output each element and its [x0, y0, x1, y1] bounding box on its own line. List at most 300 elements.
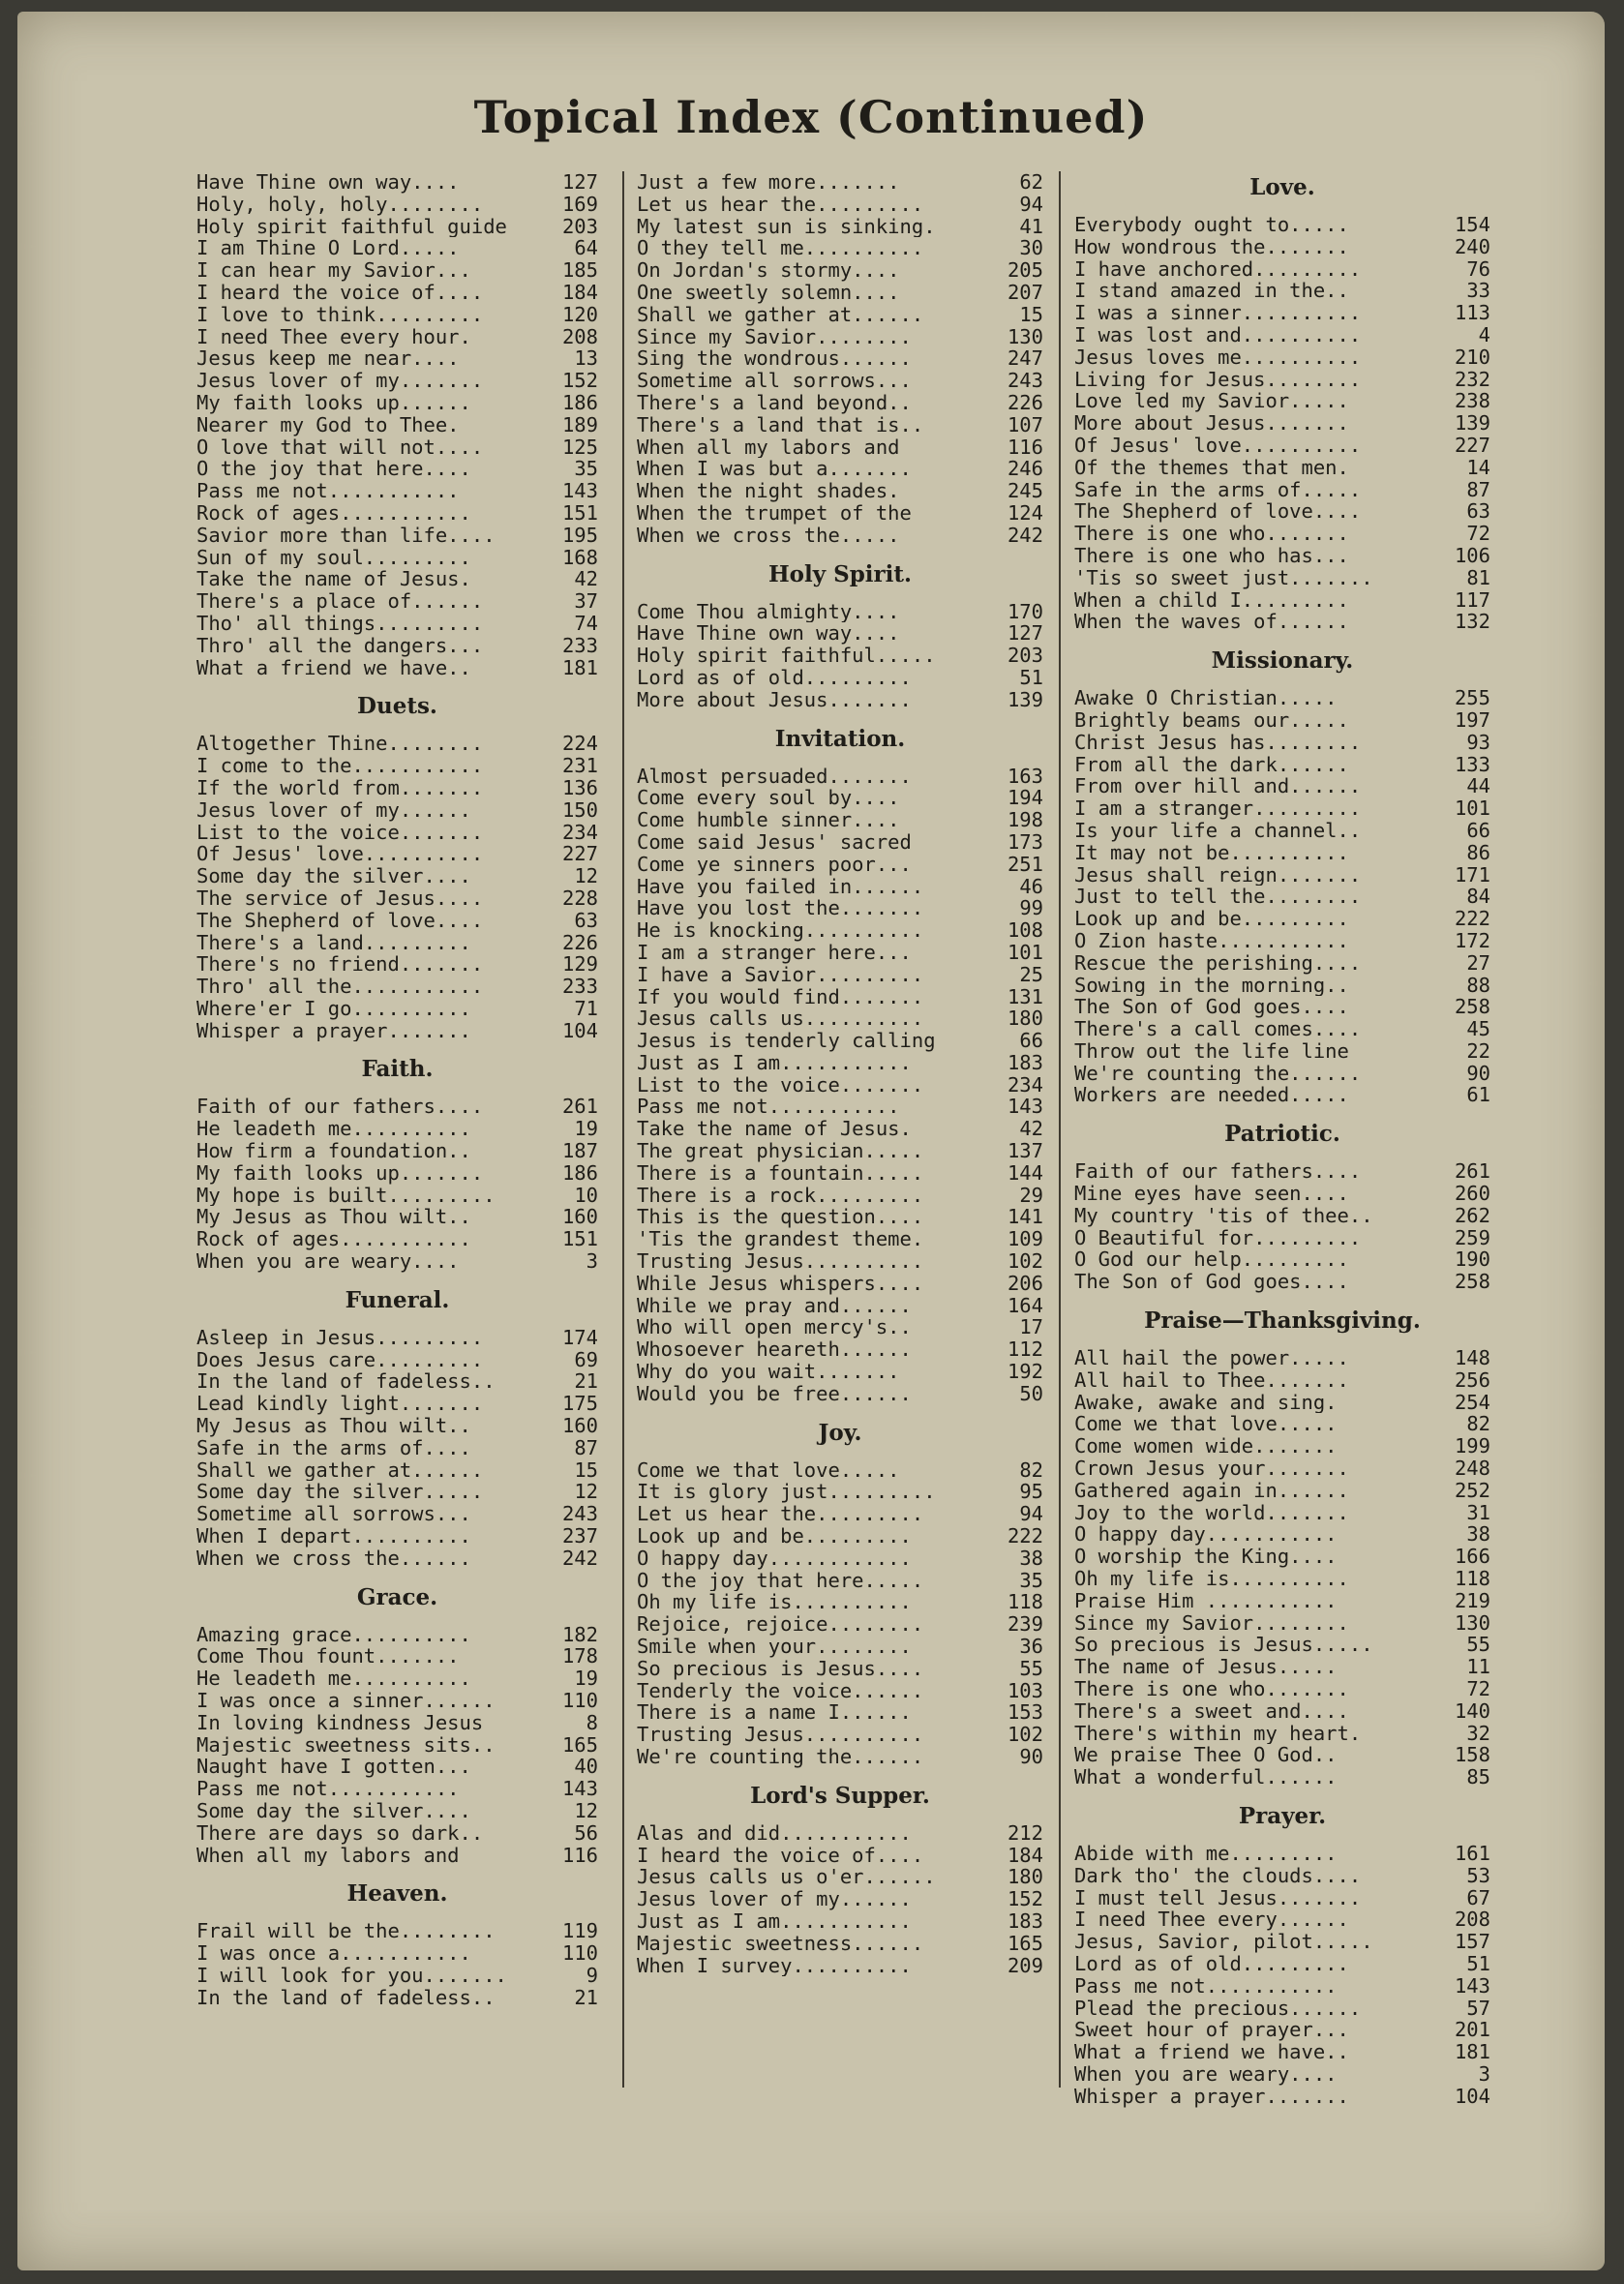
- hymn-number: 42: [574, 567, 598, 591]
- hymn-number: 101: [1454, 796, 1490, 821]
- index-entry: [637, 876, 1043, 898]
- section-heading: Joy.: [818, 1419, 862, 1446]
- hymn-number: 180: [1007, 1865, 1043, 1889]
- hymn-number: 169: [561, 192, 598, 216]
- hymn-number: 108: [1007, 918, 1043, 943]
- hymn-title: Let us hear the.........: [637, 1503, 924, 1526]
- hymn-title: When the waves of......: [1074, 611, 1349, 634]
- hymn-number: 66: [1466, 818, 1490, 842]
- hymn-title: Come women wide.......: [1074, 1435, 1338, 1458]
- hymn-number: 67: [1466, 1885, 1490, 1909]
- section-heading: Praise—Thanksgiving.: [1144, 1307, 1421, 1335]
- index-entry: [637, 414, 1043, 436]
- hymn-number: 102: [1007, 1249, 1043, 1274]
- index-entry: [1074, 1369, 1490, 1392]
- hymn-title: In the land of fadeless..: [196, 1986, 496, 2009]
- index-entry: [196, 1920, 598, 1942]
- index-entry: [637, 787, 1043, 809]
- index-entry: [196, 932, 598, 954]
- hymn-number: 27: [1466, 950, 1490, 975]
- hymn-title: Dark tho' the clouds....: [1074, 1864, 1362, 1887]
- hymn-number: 62: [1019, 170, 1043, 194]
- hymn-number: 222: [1454, 907, 1490, 931]
- hymn-number: 21: [574, 1985, 598, 2009]
- index-entry: [1074, 908, 1490, 930]
- index-entry: [637, 766, 1043, 788]
- index-entry: [637, 689, 1043, 711]
- hymn-title: Rescue the perishing....: [1074, 951, 1362, 975]
- hymn-title: Why do you wait.......: [637, 1361, 900, 1383]
- hymn-title: Amazing grace..........: [196, 1623, 471, 1646]
- hymn-number: 148: [1454, 1346, 1490, 1370]
- index-entry: [1074, 1678, 1490, 1700]
- hymn-number: 42: [1019, 1117, 1043, 1141]
- index-entry: [196, 1822, 598, 1845]
- index-entry: [637, 194, 1043, 216]
- index-entry: [637, 237, 1043, 259]
- hymn-number: 208: [1454, 1908, 1490, 1932]
- index-entry: [1074, 2041, 1490, 2063]
- section-heading: Prayer.: [1238, 1803, 1327, 1829]
- index-entry: [637, 347, 1043, 370]
- hymn-title: Abide with me.........: [1074, 1843, 1338, 1865]
- hymn-title: I have anchored.........: [1074, 257, 1362, 281]
- hymn-title: Jesus shall reign.......: [1074, 863, 1362, 887]
- hymn-title: There's a land.........: [196, 931, 471, 954]
- hymn-number: 208: [561, 324, 598, 348]
- hymn-number: 183: [1007, 1050, 1043, 1074]
- index-entry: [1074, 1160, 1490, 1183]
- index-entry: [1074, 975, 1490, 997]
- hymn-title: Look up and be.........: [637, 1525, 912, 1548]
- index-entry: [196, 1624, 598, 1646]
- hymn-number: 87: [1466, 477, 1490, 501]
- hymn-number: 51: [1466, 1951, 1490, 1975]
- hymn-number: 63: [574, 908, 598, 932]
- index-entry: [1074, 280, 1490, 302]
- index-entry: [637, 1570, 1043, 1592]
- hymn-title: I need Thee every......: [1074, 1908, 1349, 1932]
- hymn-title: I heard the voice of....: [196, 281, 484, 304]
- hymn-number: 38: [1466, 1522, 1490, 1547]
- hymn-number: 194: [1007, 786, 1043, 810]
- hymn-number: 61: [1466, 1083, 1490, 1107]
- hymn-title: Have Thine own way....: [637, 622, 900, 646]
- index-entry: [196, 414, 598, 436]
- hymn-title: What a wonderful......: [1074, 1766, 1338, 1788]
- hymn-title: Pass me not...........: [196, 1778, 460, 1800]
- hymn-title: There is one who.......: [1074, 523, 1349, 545]
- hymn-title: List to the voice.......: [637, 1073, 924, 1097]
- index-entry: [637, 1273, 1043, 1295]
- hymn-number: 82: [1466, 1412, 1490, 1436]
- index-entry: [1074, 1183, 1490, 1205]
- hymn-number: 252: [1454, 1478, 1490, 1502]
- index-entry: [1074, 1347, 1490, 1369]
- index-entry: [196, 1228, 598, 1250]
- hymn-number: 161: [1454, 1842, 1490, 1865]
- index-entry: [637, 986, 1043, 1008]
- hymn-number: 140: [1454, 1698, 1490, 1723]
- hymn-number: 110: [561, 1689, 598, 1713]
- hymn-number: 203: [1007, 644, 1043, 668]
- hymn-title: Workers are needed.....: [1074, 1084, 1349, 1107]
- hymn-title: I love to think.........: [196, 303, 484, 326]
- hymn-number: 125: [561, 435, 598, 459]
- hymn-title: Safe in the arms of....: [196, 1436, 471, 1459]
- index-entry: [196, 480, 598, 502]
- hymn-title: Have you lost the.......: [637, 897, 924, 920]
- hymn-title: Awake, awake and sing.: [1074, 1391, 1338, 1414]
- hymn-title: Take the name of Jesus.: [196, 568, 471, 591]
- index-entry: [1074, 886, 1490, 908]
- index-entry: [637, 1140, 1043, 1162]
- hymn-title: Just as I am...........: [637, 1051, 912, 1074]
- hymn-number: 186: [561, 390, 598, 414]
- hymn-number: 85: [1466, 1765, 1490, 1789]
- hymn-title: Altogether Thine........: [196, 733, 484, 756]
- hymn-number: 166: [1454, 1545, 1490, 1569]
- index-entry: [196, 1734, 598, 1757]
- hymn-number: 209: [1007, 1953, 1043, 1977]
- hymn-title: The Son of God goes....: [1074, 1271, 1349, 1294]
- hymn-title: Thro' all the dangers...: [196, 634, 484, 657]
- hymn-title: Holy, holy, holy........: [196, 193, 484, 216]
- hymn-title: List to the voice.......: [196, 821, 484, 844]
- hymn-number: 201: [1454, 2018, 1490, 2042]
- hymn-title: Some day the silver....: [196, 1800, 471, 1822]
- hymn-number: 227: [561, 842, 598, 866]
- hymn-number: 238: [1454, 389, 1490, 413]
- hymn-title: O God our help.........: [1074, 1248, 1349, 1272]
- hymn-title: What a friend we have..: [1074, 2041, 1349, 2063]
- hymn-title: Safe in the arms of.....: [1074, 478, 1362, 501]
- hymn-number: 151: [561, 1227, 598, 1251]
- hymn-title: Of the themes that men.: [1074, 456, 1349, 479]
- index-entry: [637, 326, 1043, 348]
- hymn-number: 189: [561, 412, 598, 436]
- index-entry: [196, 755, 598, 777]
- index-entry: [196, 1118, 598, 1140]
- index-entry: [1074, 1205, 1490, 1227]
- index-entry: [1074, 1018, 1490, 1040]
- hymn-title: Mine eyes have seen....: [1074, 1183, 1349, 1205]
- hymn-number: 160: [561, 1205, 598, 1229]
- index-entry: [196, 799, 598, 822]
- index-entry: [637, 370, 1043, 392]
- index-entry: [637, 942, 1043, 964]
- hymn-number: 3: [586, 1249, 598, 1274]
- index-entry: [1074, 1502, 1490, 1524]
- index-entry: [196, 237, 598, 259]
- hymn-title: Holy spirit faithful.....: [637, 645, 936, 667]
- hymn-number: 53: [1466, 1863, 1490, 1887]
- hymn-title: My Jesus as Thou wilt..: [196, 1415, 471, 1437]
- hymn-title: Joy to the world.......: [1074, 1501, 1349, 1524]
- hymn-title: Of Jesus' love..........: [196, 843, 484, 866]
- index-entry: [1074, 1612, 1490, 1635]
- index-entry: [1074, 775, 1490, 797]
- hymn-title: Gathered again in......: [1074, 1479, 1349, 1502]
- hymn-title: In the land of fadeless..: [196, 1370, 496, 1394]
- hymn-title: The Shepherd of love....: [196, 909, 484, 932]
- hymn-number: 57: [1466, 1996, 1490, 2020]
- index-entry: [637, 1822, 1043, 1845]
- hymn-number: 56: [574, 1820, 598, 1845]
- hymn-number: 131: [1007, 984, 1043, 1008]
- hymn-title: When we cross the.....: [637, 524, 900, 547]
- index-entry: [637, 1910, 1043, 1933]
- hymn-number: 129: [561, 952, 598, 977]
- section-heading: Missionary.: [1211, 647, 1354, 675]
- index-entry: [637, 1636, 1043, 1658]
- hymn-number: 256: [1454, 1367, 1490, 1392]
- hymn-number: 232: [1454, 367, 1490, 391]
- hymn-number: 233: [561, 975, 598, 999]
- hymn-number: 172: [1454, 928, 1490, 952]
- hymn-number: 170: [1007, 599, 1043, 623]
- page-title: Topical Index (Continued): [473, 91, 1149, 143]
- hymn-number: 207: [1007, 280, 1043, 304]
- index-entry: [1074, 1590, 1490, 1612]
- hymn-number: 144: [1007, 1160, 1043, 1185]
- hymn-title: Sometime all sorrows...: [637, 370, 912, 392]
- hymn-number: 90: [1019, 1745, 1043, 1768]
- index-entry: [637, 1316, 1043, 1338]
- hymn-number: 141: [1007, 1205, 1043, 1229]
- hymn-number: 157: [1454, 1930, 1490, 1954]
- index-entry: [196, 1756, 598, 1778]
- hymn-title: Brightly beams our.....: [1074, 708, 1349, 732]
- hymn-number: 245: [1007, 479, 1043, 503]
- index-entry: [637, 282, 1043, 304]
- index-column-1: [196, 171, 598, 2009]
- hymn-number: 260: [1454, 1182, 1490, 1206]
- hymn-title: Asleep in Jesus.........: [196, 1326, 484, 1349]
- hymn-title: There's a call comes....: [1074, 1018, 1362, 1040]
- index-entry: [637, 1845, 1043, 1867]
- index-entry: [1074, 1723, 1490, 1745]
- hymn-number: 93: [1466, 730, 1490, 754]
- hymn-number: 259: [1454, 1225, 1490, 1249]
- hymn-title: I stand amazed in the..: [1074, 280, 1349, 303]
- section-heading: Funeral.: [345, 1286, 450, 1313]
- index-entry: [637, 1613, 1043, 1636]
- hymn-number: 212: [1007, 1820, 1043, 1845]
- hymn-number: 164: [1007, 1293, 1043, 1317]
- index-entry: [1074, 709, 1490, 732]
- hymn-number: 185: [561, 258, 598, 283]
- hymn-number: 137: [1007, 1139, 1043, 1163]
- hymn-number: 234: [1007, 1072, 1043, 1097]
- hymn-title: One sweetly solemn....: [637, 281, 900, 304]
- index-entry: [1074, 523, 1490, 545]
- index-entry: [1074, 412, 1490, 435]
- index-entry: [196, 657, 598, 679]
- hymn-title: While Jesus whispers....: [637, 1272, 924, 1295]
- hymn-title: In loving kindness Jesus: [196, 1711, 484, 1734]
- index-entry: [196, 1437, 598, 1459]
- hymn-number: 11: [1466, 1655, 1490, 1679]
- index-entry: [196, 1481, 598, 1503]
- hymn-number: 165: [561, 1732, 598, 1757]
- hymn-number: 243: [1007, 369, 1043, 393]
- index-entry: [1074, 1271, 1490, 1293]
- hymn-title: Smile when your........: [637, 1636, 912, 1658]
- index-entry: [1074, 214, 1490, 236]
- hymn-number: 247: [1007, 346, 1043, 371]
- index-entry: [196, 1987, 598, 2009]
- hymn-title: Whisper a prayer.......: [1074, 2085, 1349, 2108]
- section-heading: Grace.: [356, 1583, 438, 1610]
- hymn-title: There is a name I......: [637, 1701, 912, 1725]
- hymn-number: 87: [574, 1435, 598, 1459]
- index-entry: [196, 458, 598, 480]
- hymn-title: Let us hear the.........: [637, 193, 924, 216]
- index-column-2: [637, 171, 1043, 1976]
- hymn-number: 72: [1466, 1677, 1490, 1701]
- hymn-title: There is one who.......: [1074, 1678, 1349, 1700]
- section-heading: Faith.: [361, 1056, 434, 1083]
- section-heading: Heaven.: [346, 1880, 448, 1908]
- index-entry: [1074, 1766, 1490, 1788]
- hymn-title: 'Tis the grandest theme.: [637, 1228, 924, 1251]
- hymn-number: 228: [561, 886, 598, 910]
- hymn-title: There's no friend.......: [196, 953, 484, 977]
- index-entry: [196, 1349, 598, 1371]
- hymn-number: 19: [574, 1117, 598, 1141]
- hymn-title: Jesus lover of my......: [196, 798, 471, 822]
- hymn-title: Faith of our fathers....: [196, 1096, 484, 1119]
- hymn-number: 251: [1007, 852, 1043, 876]
- hymn-title: There's a land beyond..: [637, 391, 912, 414]
- hymn-number: 64: [574, 236, 598, 260]
- index-entry: [1074, 1458, 1490, 1480]
- index-entry: [1074, 2019, 1490, 2041]
- hymn-title: O happy day...........: [1074, 1523, 1338, 1547]
- index-entry: [196, 777, 598, 799]
- hymn-title: Jesus lover of my.......: [196, 370, 484, 392]
- hymn-title: O happy day............: [637, 1547, 912, 1570]
- index-entry: [1074, 1843, 1490, 1865]
- index-entry: [637, 1383, 1043, 1405]
- index-entry: [196, 822, 598, 844]
- hymn-number: 219: [1454, 1588, 1490, 1612]
- index-entry: [1074, 1953, 1490, 1975]
- index-entry: [1074, 479, 1490, 501]
- hymn-title: Jesus loves me..........: [1074, 346, 1362, 369]
- section-heading: Invitation.: [774, 725, 906, 752]
- hymn-title: Just to tell the........: [1074, 886, 1362, 909]
- hymn-number: 10: [574, 1183, 598, 1207]
- index-entry: [1074, 1084, 1490, 1106]
- hymn-number: 25: [1019, 962, 1043, 986]
- index-entry: [196, 1162, 598, 1185]
- hymn-number: 262: [1454, 1203, 1490, 1227]
- hymn-number: 38: [1019, 1546, 1043, 1570]
- index-entry: [637, 667, 1043, 689]
- index-entry: [196, 194, 598, 216]
- index-entry: [1074, 2086, 1490, 2108]
- index-entry: [196, 1370, 598, 1393]
- hymn-number: 182: [561, 1622, 598, 1646]
- hymn-title: Sometime all sorrows...: [196, 1503, 471, 1526]
- hymn-title: Jesus calls us..........: [637, 1007, 924, 1031]
- hymn-title: Living for Jesus........: [1074, 368, 1362, 391]
- index-entry: [1074, 1700, 1490, 1723]
- index-entry: [637, 897, 1043, 919]
- hymn-title: The service of Jesus....: [196, 887, 484, 910]
- index-entry: [196, 843, 598, 865]
- index-entry: [196, 326, 598, 348]
- hymn-number: 21: [574, 1369, 598, 1394]
- index-entry: [196, 525, 598, 547]
- section-heading: Holy Spirit.: [767, 560, 913, 587]
- column-divider-left: [622, 171, 624, 2088]
- index-entry: [637, 1361, 1043, 1383]
- hymn-number: 37: [574, 589, 598, 614]
- hymn-title: When we cross the......: [196, 1547, 471, 1570]
- index-entry: [637, 458, 1043, 480]
- hymn-title: How wondrous the.......: [1074, 235, 1349, 258]
- hymn-title: Sowing in the morning..: [1074, 974, 1349, 997]
- hymn-number: 239: [1007, 1612, 1043, 1637]
- hymn-title: Sing the wondrous......: [637, 347, 912, 371]
- hymn-title: Rock of ages...........: [196, 1228, 471, 1251]
- hymn-title: When you are weary....: [196, 1250, 460, 1273]
- index-entry: [1074, 952, 1490, 975]
- index-entry: [637, 392, 1043, 414]
- hymn-title: Jesus calls us o'er......: [637, 1866, 936, 1889]
- hymn-number: 150: [561, 797, 598, 822]
- hymn-number: 14: [1466, 455, 1490, 479]
- hymn-number: 160: [561, 1414, 598, 1438]
- hymn-number: 74: [574, 611, 598, 635]
- hymn-number: 226: [1007, 390, 1043, 414]
- index-entry: [637, 601, 1043, 623]
- hymn-number: 254: [1454, 1390, 1490, 1414]
- hymn-title: Come humble sinner....: [637, 809, 900, 831]
- hymn-number: 261: [1454, 1159, 1490, 1184]
- index-entry: [1074, 754, 1490, 776]
- index-entry: [196, 1942, 598, 1965]
- hymn-number: 35: [574, 457, 598, 481]
- hymn-title: Whosoever heareth......: [637, 1338, 912, 1362]
- hymn-number: 46: [1019, 874, 1043, 898]
- hymn-title: Lord as of old.........: [637, 666, 912, 689]
- hymn-number: 171: [1454, 862, 1490, 887]
- hymn-title: Where'er I go..........: [196, 997, 471, 1020]
- index-entry: [637, 1591, 1043, 1613]
- hymn-title: Who will open mercy's..: [637, 1316, 912, 1339]
- index-entry: [1074, 1435, 1490, 1458]
- index-entry: [637, 1052, 1043, 1074]
- index-entry: [1074, 820, 1490, 842]
- index-entry: [1074, 842, 1490, 864]
- hymn-number: 243: [561, 1502, 598, 1526]
- index-entry: [1074, 1744, 1490, 1766]
- hymn-number: 86: [1466, 840, 1490, 864]
- index-entry: [1074, 1063, 1490, 1085]
- hymn-title: He leadeth me..........: [196, 1118, 471, 1141]
- hymn-title: This is the question....: [637, 1206, 924, 1229]
- index-entry: [1074, 567, 1490, 589]
- hymn-number: 3: [1478, 2061, 1490, 2086]
- hymn-title: When the night shades.: [637, 480, 900, 502]
- hymn-number: 104: [561, 1018, 598, 1042]
- index-entry: [1074, 1931, 1490, 1953]
- hymn-title: How firm a foundation..: [196, 1140, 471, 1162]
